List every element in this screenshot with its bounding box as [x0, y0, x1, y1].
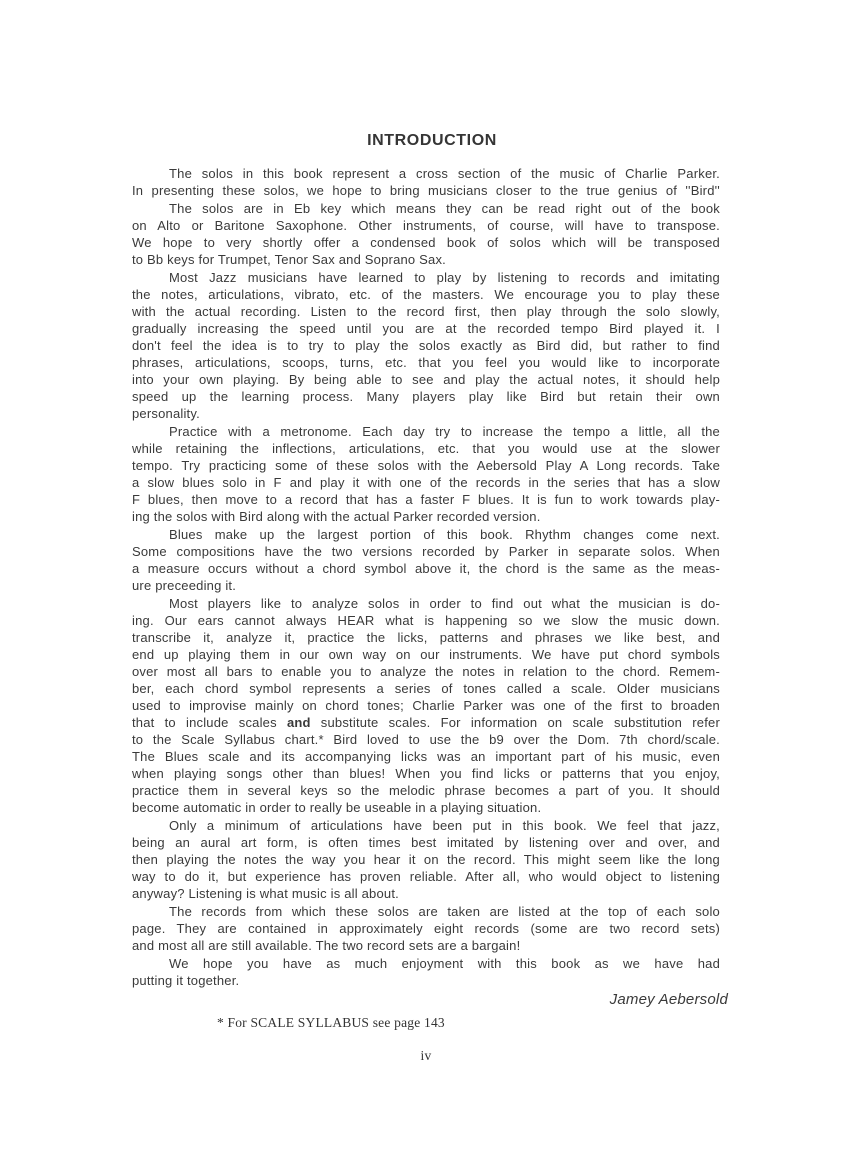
text-line: Blues make up the largest portion of this book. Rhythm changes come next. [169, 527, 720, 542]
text-line: phrases, articulations, scoops, turns, etc. that you feel you would like to incorporate [132, 355, 720, 370]
text-line: Practice with a metronome. Each day try to increase the tempo a little, all the [169, 424, 720, 439]
text-line: tempo. Try practicing some of these solos with the Aebersold Play A Long records. Take [132, 458, 720, 473]
text-line: F blues, then move to a record that has a faster F blues. It is fun to work towards play- [132, 492, 720, 507]
text-line: to the Scale Syllabus chart.* Bird loved to use the b9 over the Dom. 7th chord/scale. [132, 732, 720, 747]
text-line: the notes, articulations, vibrato, etc. of the masters. We encourage you to play these [132, 287, 720, 302]
text-line: way to do it, but experience has proven reliable. After all, who would object to listening [132, 869, 720, 884]
text-line: putting it together. [132, 973, 240, 988]
text-line: become automatic in order to really be useable in a playing situation. [132, 800, 542, 815]
text-line: practice them in several keys so the melodic phrase becomes a part of you. It should [132, 783, 720, 798]
text-line: Some compositions have the two versions recorded by Parker in separate solos. When [132, 544, 720, 559]
paragraph [132, 269, 720, 422]
text-line: ing. Our ears cannot always HEAR what is happening so we slow the music down. [132, 613, 720, 628]
text-line: with the actual recording. Listen to the record first, then play through the solo slowly, [132, 304, 720, 319]
text-line: Most players like to analyze solos in order to find out what the musician is do- [169, 596, 720, 611]
text-line: page. They are contained in approximately eight records (some are two record sets) [132, 921, 720, 936]
author-signature: Jamey Aebersold [609, 991, 728, 1008]
text-line: personality. [132, 406, 200, 421]
text-line: We hope to very shortly offer a condensed book of solos which will be transposed [132, 235, 720, 250]
paragraph [132, 595, 720, 816]
text-line: to Bb keys for Trumpet, Tenor Sax and Soprano Sax. [132, 252, 446, 267]
text-line: We hope you have as much enjoyment with this book as we have had [169, 956, 720, 971]
text-line: ing the solos with Bird along with the actual Parker recorded version. [132, 509, 541, 524]
text-line: don't feel the idea is to try to play the solos exactly as Bird did, but rather to find [132, 338, 720, 353]
text-line: then playing the notes the way you hear it on the record. This might seem like the long [132, 852, 720, 867]
text-line: a measure occurs without a chord symbol above it, the chord is the same as the meas- [132, 561, 720, 576]
text-line: on Alto or Baritone Saxophone. Other instruments, of course, will have to transpose. [132, 218, 720, 233]
footnote: * For SCALE SYLLABUS see page 143 [217, 1015, 445, 1030]
paragraph [132, 955, 720, 989]
text-line: anyway? Listening is what music is all about. [132, 886, 399, 901]
text-line: into your own playing. By being able to see and play the actual notes, it should help [132, 372, 720, 387]
text-line: Most Jazz musicians have learned to play by listening to records and imitating [169, 270, 720, 285]
text-line: while retaining the inflections, articulations, etc. that you would use at the slower [132, 441, 720, 456]
paragraph [132, 423, 720, 525]
text-line: when playing songs other than blues! When you find licks or patterns that you enjoy, [132, 766, 720, 781]
text-line: being an aural art form, is often times best imitated by listening over and over, and [132, 835, 720, 850]
text-line: transcribe it, analyze it, practice the licks, patterns and phrases we like best, and [132, 630, 720, 645]
text-line: and most all are still available. The two record sets are a bargain! [132, 938, 521, 953]
page-number: iv [420, 1048, 432, 1063]
text-line: speed up the learning process. Many players play like Bird but retain their own [132, 389, 720, 404]
text-line: that to include scales and substitute scales. For information on scale substitution refer [132, 715, 720, 730]
paragraph [132, 526, 720, 594]
text-line: In presenting these solos, we hope to bring musicians closer to the true genius of ''Bird'' [132, 183, 720, 198]
text-line: over most all bars to enable you to analyze the notes in relation to the chord. Remem- [132, 664, 720, 679]
paragraph [132, 165, 720, 199]
paragraph [132, 903, 720, 954]
body-paragraphs [132, 165, 720, 989]
text-line: The solos are in Eb key which means they can be read right out of the book [169, 201, 720, 216]
text-line: ure preceeding it. [132, 578, 237, 593]
text-line: end up playing them in our own way on our instruments. We have put chord symbols [132, 647, 720, 662]
text-line: gradually increasing the speed until you are at the recorded tempo Bird played it. I [132, 321, 720, 336]
text-line: Only a minimum of articulations have been put in this book. We feel that jazz, [169, 818, 720, 833]
text-line: a slow blues solo in F and play it with one of the records in the series that has a slow [132, 475, 720, 490]
page-title: INTRODUCTION [367, 132, 497, 149]
text-line: The Blues scale and its accompanying licks was an important part of his music, even [132, 749, 720, 764]
text-line: used to improvise mainly on chord tones; Charlie Parker was one of the first to broaden [132, 698, 720, 713]
paragraph [132, 817, 720, 902]
text-line: ber, each chord symbol represents a series of tones called a scale. Older musicians [132, 681, 720, 696]
body-text [132, 165, 728, 1064]
paragraph [132, 200, 720, 268]
text-line: The solos in this book represent a cross section of the music of Charlie Parker. [169, 166, 720, 181]
text-line: The records from which these solos are taken are listed at the top of each solo [169, 904, 720, 919]
